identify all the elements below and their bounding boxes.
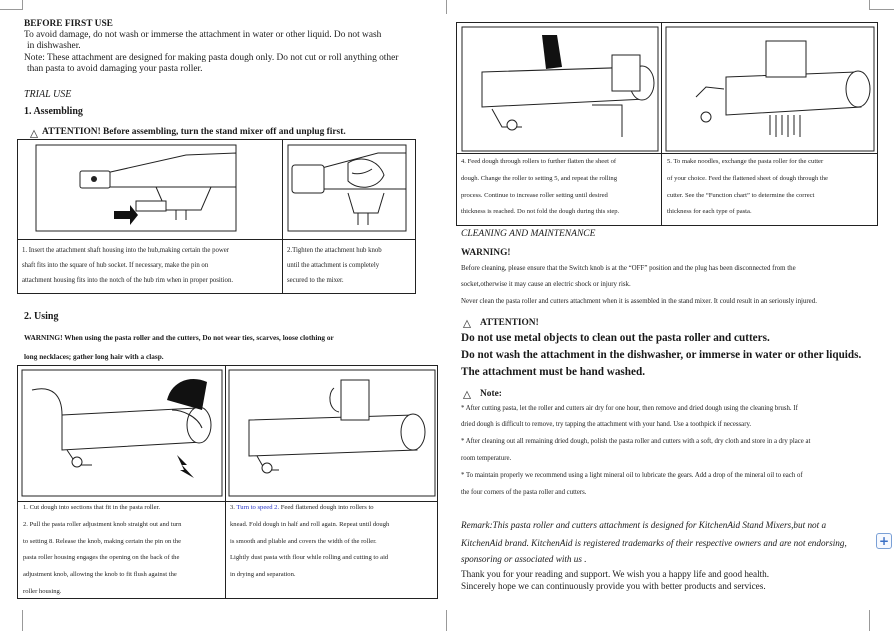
crop-mark: [22, 610, 23, 631]
using-heading: 2. Using: [24, 311, 59, 322]
note-heading: Note:: [480, 389, 502, 399]
attention-triangle-icon: [463, 391, 471, 399]
crop-mark: [870, 9, 894, 10]
step5-caption: 5. To make noodles, exchange the pasta roller for the cutter of your choice. Feed the flattened sheet of dough through the cutter. See the “Function chart” to determine the correct thickness for each type of pasta.: [667, 158, 828, 216]
assembling-heading: 1. Assembling: [24, 106, 83, 117]
thanks-text: Sincerely hope we can continuously provide you with better products and services.: [461, 581, 766, 591]
crop-mark: [446, 610, 447, 631]
assemble-caption-1: 1. Insert the attachment shaft housing into the hub,making certain the power shaft fits into the square of hub socket. If necessary, make the pin on attachment housing fits into the notch of the hub rim when in proper position.: [22, 247, 234, 284]
body-text: in dishwasher.: [27, 41, 81, 51]
crop-mark: [869, 610, 870, 631]
attention-triangle-icon: [463, 320, 471, 328]
cleaning-warning: WARNING!: [461, 248, 511, 258]
note-text: room temperature.: [461, 455, 512, 462]
remark-text: sponsoring or associated with us .: [461, 554, 587, 564]
thanks-text: Thank you for your reading and support. We wish you a happy life and good health.: [461, 569, 770, 579]
cleaning-text: Never clean the pasta roller and cutters attachment when it is assembled in the stand mixer. It could result in an seriously injured.: [461, 298, 817, 305]
step5-illustration: [666, 27, 874, 151]
using-warning: WARNING! When using the pasta roller and the cutters, Do not wear ties, scarves, loose clothing or: [24, 333, 334, 342]
assemble-caption-2: 2.Tighten the attachment hub knob until the attachment is completely secured to the mixer.: [287, 247, 382, 284]
cleaning-big-warning: The attachment must be hand washed.: [461, 366, 645, 378]
step4-caption: 4. Feed dough through rollers to further flatten the sheet of dough. Change the roller to setting 5, and repeat the rolling process. Continue to increase roller setting until desired thickness is reached. Do not fold the dough during this step.: [461, 158, 620, 216]
cleaning-big-warning: Do not wash the attachment in the dishwasher, or immerse in water or other liquids.: [461, 349, 862, 361]
using-caption-1: 1. Cut dough into sections that fit in the pasta roller. 2. Pull the pasta roller adjustment knob straight out and turn to setting 8. Release the knob, making certain the pin on the pasta roller housing engages the opening on the back of the adjustment knob, allowing the knob to fit flush against the roller housing.: [23, 504, 182, 595]
remark-text: KitchenAid brand. KitchenAid is registered trademarks of their respective owners and are not endorsing,: [461, 538, 847, 548]
note-text: * To maintain properly we recommend using a light mineral oil to lubricate the gears. Add a drop of the mineral oil to each of: [461, 472, 803, 479]
assemble-illustration-2: [288, 145, 406, 231]
note-text: the four corners of the pasta roller and cutters.: [461, 489, 587, 496]
cleaning-big-warning: Do not use metal objects to clean out the pasta roller and cutters.: [461, 332, 770, 344]
assemble-illustration-1: [36, 145, 236, 231]
using-caption-3: 3. Turn to speed 2. Feed flattened dough into rollers to knead. Fold dough in half and roll again. Repeat until dough is smooth and pliable and covers the width of the roller. Lightly dust pasta with flour while rolling and cutting to aid in drying and separation.: [230, 504, 390, 579]
body-text: To avoid damage, do not wash or immerse the attachment in water or other liquid. Do not wash: [24, 30, 382, 40]
cleaning-heading: CLEANING AND MAINTENANCE: [461, 229, 596, 239]
using-illustration-1: [22, 370, 222, 496]
speed-highlight: Turn to speed 2.: [236, 504, 280, 511]
add-icon[interactable]: +: [876, 533, 892, 549]
before-first-use-heading: BEFORE FIRST USE: [24, 19, 113, 29]
crop-mark: [0, 9, 22, 10]
body-text: than pasta to avoid damaging your pasta roller.: [27, 64, 203, 74]
using-warning: long necklaces; gather long hair with a clasp.: [24, 352, 164, 361]
crop-mark: [22, 0, 23, 10]
cleaning-text: Before cleaning, please ensure that the Switch knob is at the “OFF” position and the plug has been disconnected from the: [461, 265, 796, 272]
note-text: * After cutting pasta, let the roller and cutters air dry for one hour, then remove and dried dough using the cleaning brush. If: [461, 405, 798, 412]
trial-use-heading: TRIAL USE: [24, 89, 72, 100]
crop-mark: [446, 0, 447, 14]
assembling-attention: ATTENTION! Before assembling, turn the stand mixer off and unplug first.: [42, 127, 346, 137]
remark-text: Remark:This pasta roller and cutters attachment is designed for KitchenAid Stand Mixers,but not a: [461, 520, 827, 530]
body-text: Note: These attachment are designed for making pasta dough only. Do not cut or roll anything other: [24, 53, 399, 63]
note-text: * After cleaning out all remaining dried dough, polish the pasta roller and cutters with a soft, dry cloth and store in a dry place at: [461, 438, 811, 445]
using-illustration-2: [229, 370, 435, 496]
cleaning-attention: ATTENTION!: [480, 318, 539, 328]
note-text: dried dough is difficult to remove, try tapping the attachment with your hand. Use a toothpick if necessary.: [461, 421, 752, 428]
step4-illustration: [462, 27, 658, 151]
attention-triangle-icon: [30, 130, 38, 138]
cleaning-text: socket,otherwise it may cause an electric shock or injury risk.: [461, 281, 631, 288]
